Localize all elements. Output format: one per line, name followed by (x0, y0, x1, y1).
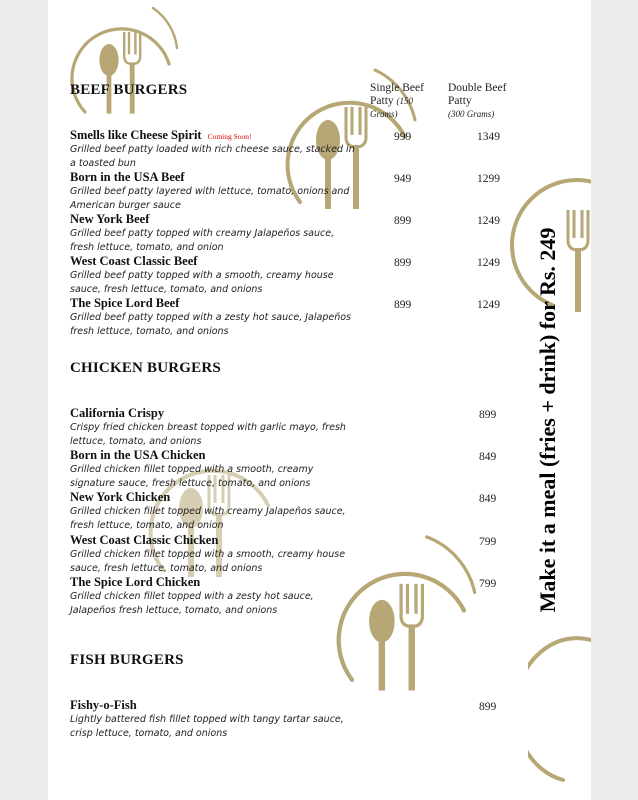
section-title-beef: BEEF BURGERS (70, 82, 188, 98)
menu-item-name: Born in the USA Beef (70, 170, 185, 184)
price: 799 (479, 578, 497, 590)
menu-item-name: The Spice Lord Chicken (70, 575, 201, 589)
price-single: 949 (394, 173, 412, 185)
menu-page (48, 0, 591, 800)
menu-item-name: Fishy-o-Fish (70, 698, 137, 712)
menu-item-description: Grilled chicken fillet topped with creamy Jalapeños sauce, fresh lettuce, tomato, and onion (70, 506, 346, 531)
menu-item-description: Grilled beef patty topped with creamy Jalapeños sauce, fresh lettuce, tomato, and onion (70, 228, 335, 253)
fork-spoon-icon (50, 0, 200, 120)
menu-item-name: Born in the USA Chicken (70, 448, 206, 462)
menu-item-description: Crispy fried chicken breast topped with garlic mayo, fresh lettuce, tomato, and onions (70, 422, 346, 447)
menu-item-name: West Coast Classic Beef (70, 254, 198, 268)
menu-item-description: Grilled beef patty topped with a smooth, creamy house sauce, fresh lettuce, tomato, and onions (70, 270, 334, 295)
price-single: 899 (394, 257, 412, 269)
menu-item-description: Grilled beef patty topped with a zesty hot sauce, Jalapeños fresh lettuce, tomato, and onions (70, 312, 351, 337)
price-double: 1299 (477, 173, 500, 185)
price: 899 (479, 409, 497, 421)
price: 899 (479, 701, 497, 713)
menu-item-name: Smells like Cheese Spirit Coming Soon! (70, 128, 252, 142)
menu-item-description: Grilled beef patty loaded with rich cheese sauce, stacked in a toasted bun (70, 144, 355, 169)
column-header-double: Double Beef Patty (300 Grams) (448, 82, 507, 119)
coming-soon-badge: Coming Soon! (207, 131, 252, 141)
price-single: 899 (394, 215, 412, 227)
menu-item-name: New York Chicken (70, 490, 171, 504)
price-single: 999 (394, 131, 412, 143)
price-double: 1249 (477, 215, 500, 227)
menu-item-description: Lightly battered fish fillet topped with tangy tartar sauce, crisp lettuce, tomato, and onions (70, 714, 344, 739)
menu-item-name: New York Beef (70, 212, 150, 226)
price-double: 1249 (477, 257, 500, 269)
menu-item-description: Grilled beef patty layered with lettuce, tomato, onions and American burger sauce (70, 186, 350, 211)
meal-promo-text: Make it a meal (fries + drink) for Rs. 249 (535, 227, 560, 613)
menu-item-description: Grilled chicken fillet topped with a zesty hot sauce, Jalapeños fresh lettuce, tomato, and onions (70, 591, 314, 616)
price-double: 1349 (477, 131, 500, 143)
price: 849 (479, 493, 497, 505)
menu-item-name: West Coast Classic Chicken (70, 533, 219, 547)
price-single: 899 (394, 299, 412, 311)
section-title-fish: FISH BURGERS (70, 652, 184, 668)
price: 849 (479, 451, 497, 463)
menu-item-name: California Crispy (70, 406, 165, 420)
price-double: 1249 (477, 299, 500, 311)
arc-decoration (528, 630, 591, 790)
menu-item-description: Grilled chicken fillet topped with a smooth, creamy house sauce, fresh lettuce, tomato, and onions (70, 549, 346, 574)
price: 799 (479, 536, 497, 548)
column-header-single: Single Beef Patty (150 Grams) (370, 82, 424, 119)
menu-item-name: The Spice Lord Beef (70, 296, 180, 310)
section-title-chicken: CHICKEN BURGERS (70, 360, 221, 376)
menu-item-description: Grilled chicken fillet topped with a smooth, creamy signature sauce, fresh lettuce, tomato, and onions (70, 464, 314, 489)
